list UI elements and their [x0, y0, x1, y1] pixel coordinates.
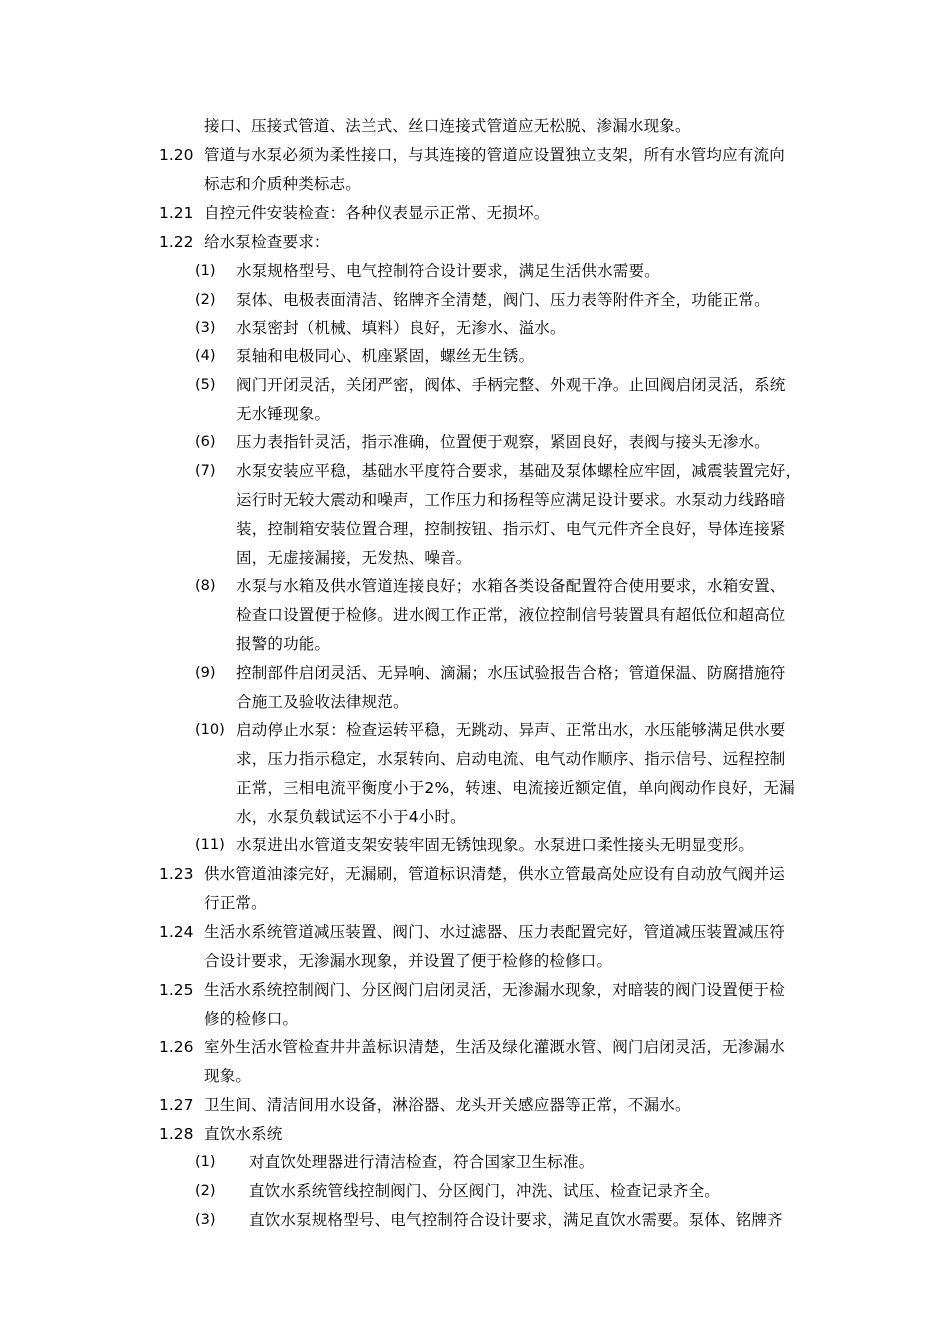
section-number: 1.21 [159, 204, 194, 222]
text-line: 水泵规格型号、电气控制符合设计要求，满足生活供水需要。 [236, 262, 660, 280]
text-line: 阀门开闭灵活，关闭严密，阀体、手柄完整、外观干净。止回阀启闭灵活，系统 [236, 376, 786, 394]
item-number: (8) [195, 578, 216, 594]
section-number: 1.20 [159, 146, 194, 164]
item-number: (2) [195, 292, 216, 308]
text-line: 固，无虚接漏接，无发热、噪音。 [236, 549, 472, 567]
section-number: 1.24 [159, 923, 194, 941]
text-line: 直饮水泵规格型号、电气控制符合设计要求，满足直饮水需要。泵体、铭牌齐 [249, 1211, 783, 1229]
text-line: 对直饮处理器进行清洁检查，符合国家卫生标准。 [249, 1153, 595, 1171]
item-number: (1) [195, 1154, 216, 1170]
text-line: 直饮水系统管线控制阀门、分区阀门，冲洗、试压、检查记录齐全。 [249, 1182, 721, 1200]
text-line: 生活水系统控制阀门、分区阀门启闭灵活，无渗漏水现象，对暗装的阀门设置便于检 [204, 981, 785, 999]
item-number: (7) [195, 463, 216, 479]
item-number: (3) [195, 1212, 216, 1228]
text-line: 室外生活水管检查井井盖标识清楚，生活及绿化灌溉水管、阀门启闭灵活，无渗漏水 [204, 1038, 785, 1056]
text-line: 水泵与水箱及供水管道连接良好；水箱各类设备配置符合使用要求，水箱安置、 [236, 577, 786, 595]
text-line: 合施工及验收法律规范。 [236, 693, 409, 711]
text-line: 管道与水泵必须为柔性接口，与其连接的管道应设置独立支架，所有水管均应有流向 [204, 146, 785, 164]
text-line: 启动停止水泵：检查运转平稳，无跳动、异声、正常出水，水压能够满足供水要 [236, 721, 786, 739]
text-line: 运行时无较大震动和噪声，工作压力和扬程等应满足设计要求。水泵动力线路暗 [236, 491, 786, 509]
section-number: 1.27 [159, 1096, 194, 1114]
item-number: (9) [195, 665, 216, 681]
section-number: 1.28 [159, 1125, 194, 1143]
text-line: 现象。 [204, 1067, 252, 1085]
item-number: (3) [195, 320, 216, 336]
item-number: (1) [195, 263, 216, 279]
text-line: 正常，三相电流平衡度小于2%，转速、电流接近额定值，单向阀动作良好，无漏 [236, 779, 795, 797]
text-line: 泵轴和电极同心、机座紧固，螺丝无生锈。 [236, 347, 535, 365]
text-line: 合设计要求，无渗漏水现象，并设置了便于检修的检修口。 [204, 952, 613, 970]
item-number: (10) [195, 722, 225, 738]
section-number: 1.26 [159, 1038, 194, 1056]
text-line: 装，控制箱安装位置合理，控制按钮、指示灯、电气元件齐全良好，导体连接紧 [236, 520, 786, 538]
text-line: 水泵密封（机械、填料）良好，无渗水、溢水。 [236, 319, 566, 337]
item-number: (2) [195, 1183, 216, 1199]
item-number: (11) [195, 837, 225, 853]
text-line: 生活水系统管道减压装置、阀门、水过滤器、压力表配置完好，管道减压装置减压符 [204, 923, 785, 941]
text-line: 报警的功能。 [236, 635, 331, 653]
text-line: 无水锤现象。 [236, 405, 331, 423]
text-line: 直饮水系统 [204, 1125, 283, 1143]
section-number: 1.25 [159, 981, 194, 999]
text-line: 泵体、电极表面清洁、铭牌齐全清楚，阀门、压力表等附件齐全，功能正常。 [236, 291, 770, 309]
text-line: 行正常。 [204, 894, 267, 912]
text-line: 压力表指针灵活，指示准确，位置便于观察，紧固良好，表阀与接头无渗水。 [236, 433, 770, 451]
text-line: 控制部件启闭灵活、无异响、滴漏；水压试验报告合格；管道保温、防腐措施符 [236, 664, 786, 682]
section-number: 1.23 [159, 865, 194, 883]
item-number: (5) [195, 377, 216, 393]
text-line: 卫生间、清洁间用水设备，淋浴器、龙头开关感应器等正常，不漏水。 [204, 1096, 691, 1114]
text-line: 求，压力指示稳定，水泵转向、启动电流、电气动作顺序、指示信号、远程控制 [236, 750, 786, 768]
text-line: 水泵进出水管道支架安装牢固无锈蚀现象。水泵进口柔性接头无明显变形。 [236, 836, 755, 854]
text-line: 标志和介质种类标志。 [204, 175, 362, 193]
text-line: 水，水泵负载试运不小于4小时。 [236, 808, 466, 826]
text-line: 供水管道油漆完好，无漏刷，管道标识清楚，供水立管最高处应设有自动放气阀并运 [204, 865, 785, 883]
item-number: (6) [195, 434, 216, 450]
text-line: 接口、压接式管道、法兰式、丝口连接式管道应无松脱、渗漏水现象。 [204, 117, 691, 135]
text-line: 给水泵检查要求： [204, 233, 330, 251]
text-line: 自控元件安装检查：各种仪表显示正常、无损坏。 [204, 204, 550, 222]
text-line: 检查口设置便于检修。进水阀工作正常，液位控制信号装置具有超低位和超高位 [236, 606, 786, 624]
text-line: 水泵安装应平稳，基础水平度符合要求，基础及泵体螺栓应牢固，减震装置完好， [236, 462, 802, 480]
section-number: 1.22 [159, 233, 194, 251]
text-line: 修的检修口。 [204, 1010, 299, 1028]
item-number: (4) [195, 348, 216, 364]
